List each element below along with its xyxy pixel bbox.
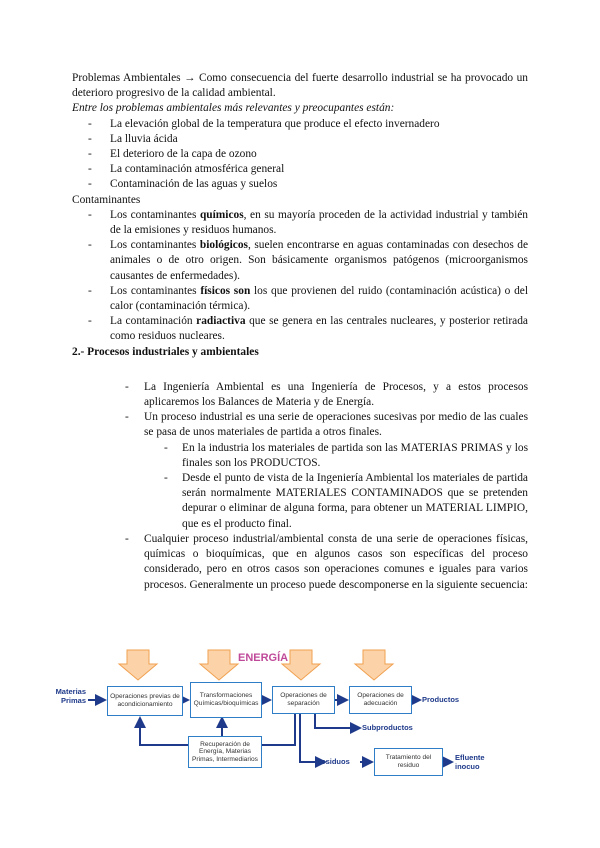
energy-arrow: [119, 650, 157, 680]
output-subproductos: Subproductos: [362, 723, 413, 732]
sub-list: [144, 441, 528, 532]
problems-list: [72, 117, 528, 193]
output-productos: Productos: [422, 695, 460, 704]
conditioning-box: Operaciones previas de acondicionamiento: [107, 686, 183, 716]
list-item: - Contaminación de las aguas y suelos: [72, 177, 528, 192]
output-efluente: Efluente inocuo: [455, 753, 485, 771]
input-materias-primas: Materias Primas: [55, 687, 86, 705]
list-item: - Los contaminantes biológicos, suelen encontrarse en aguas contaminadas con desechos de animales o de otro origen. Son básicamente organismos patógenos (microorganismos causantes de enfermedades).: [72, 238, 528, 284]
transformation-box: Transformaciones Químicas/bioquímicas: [190, 682, 262, 718]
energy-arrow: [200, 650, 238, 680]
sub-list-item: - Desde el punto de vista de la Ingeniería Ambiental los materiales de partida serán normalmente MATERIALES CONTAMINADOS que se pretenden depurar o eliminar de alguna forma, para obtener un MATERIAL LIMPIO, que es el producto final.: [144, 471, 528, 532]
list-item: - La elevación global de la temperatura que produce el efecto invernadero: [72, 117, 528, 132]
list-item: - La Ingeniería Ambiental es una Ingeniería de Procesos, y a estos procesos aplicaremos los Balances de Materia y de Energía.: [72, 380, 528, 410]
list-item: - La contaminación radiactiva que se genera en las centrales nucleares, y posterior retirada como residuos nucleares.: [72, 314, 528, 344]
contaminantes-heading: Contaminantes: [72, 193, 141, 206]
output-residuos: Residuos: [316, 757, 350, 766]
treatment-box: Tratamiento del residuo: [374, 748, 443, 776]
sub-list-item: - En la industria los materiales de partida son las MATERIAS PRIMAS y los finales son los PRODUCTOS.: [144, 441, 528, 471]
list-item: - Los contaminantes químicos, en su mayoría proceden de la actividad industrial y también de la emisiones y residuos humanos.: [72, 208, 528, 238]
energy-arrow: [355, 650, 393, 680]
problems-lead: Entre los problemas ambientales más relevantes y preocupantes están:: [72, 102, 395, 115]
document-body: [72, 71, 528, 593]
intro-paragraph: Problemas Ambientales → Como consecuencia del fuerte desarrollo industrial se ha provocado un deterioro progresivo de la calidad ambiental.: [72, 72, 528, 100]
list-item: - Un proceso industrial es una serie de operaciones sucesivas por medio de las cuales se pasa de unos materiales de partida a otros finales. - En la industria los materiales de partida son las MATERIAS PRIMAS y los finales son los PRODUCTOS. - Desde el punto de vista de la Ingeniería Ambiental los materiales de partida serán normalmente MATERIALES CONTAMINADOS que se pretenden depurar o eliminar de alguna forma, para obtener un MATERIAL LIMPIO, que es el producto final.: [72, 410, 528, 532]
process-list: [72, 380, 528, 593]
section2-body: [72, 380, 528, 593]
list-item: - Los contaminantes físicos son los que provienen del ruido (contaminación acústica) o del calor (contaminación térmica).: [72, 284, 528, 314]
process-diagram: [50, 640, 550, 790]
contaminantes-list: [72, 208, 528, 345]
list-item: - El deterioro de la capa de ozono: [72, 147, 528, 162]
section-title: 2.- Procesos industriales y ambientales: [72, 345, 259, 358]
energy-label: ENERGÍA: [238, 652, 289, 664]
recovery-box: Recuperación de Energía, Materias Primas, Intermediarios: [188, 736, 262, 768]
separation-box: Operaciones de separación: [272, 686, 335, 714]
list-item: - La contaminación atmosférica general: [72, 162, 528, 177]
list-item: - Cualquier proceso industrial/ambiental consta de una serie de operaciones físicas, químicas o bioquímicas, que en algunos casos son específicas del proceso considerado, pero en otros casos son operaciones comunes e iguales para varios procesos. Generalmente un proceso puede descomponerse en la siguiente secuencia:: [72, 532, 528, 593]
adaptation-box: Operaciones de adecuación: [349, 686, 412, 714]
list-item: - La lluvia ácida: [72, 132, 528, 147]
